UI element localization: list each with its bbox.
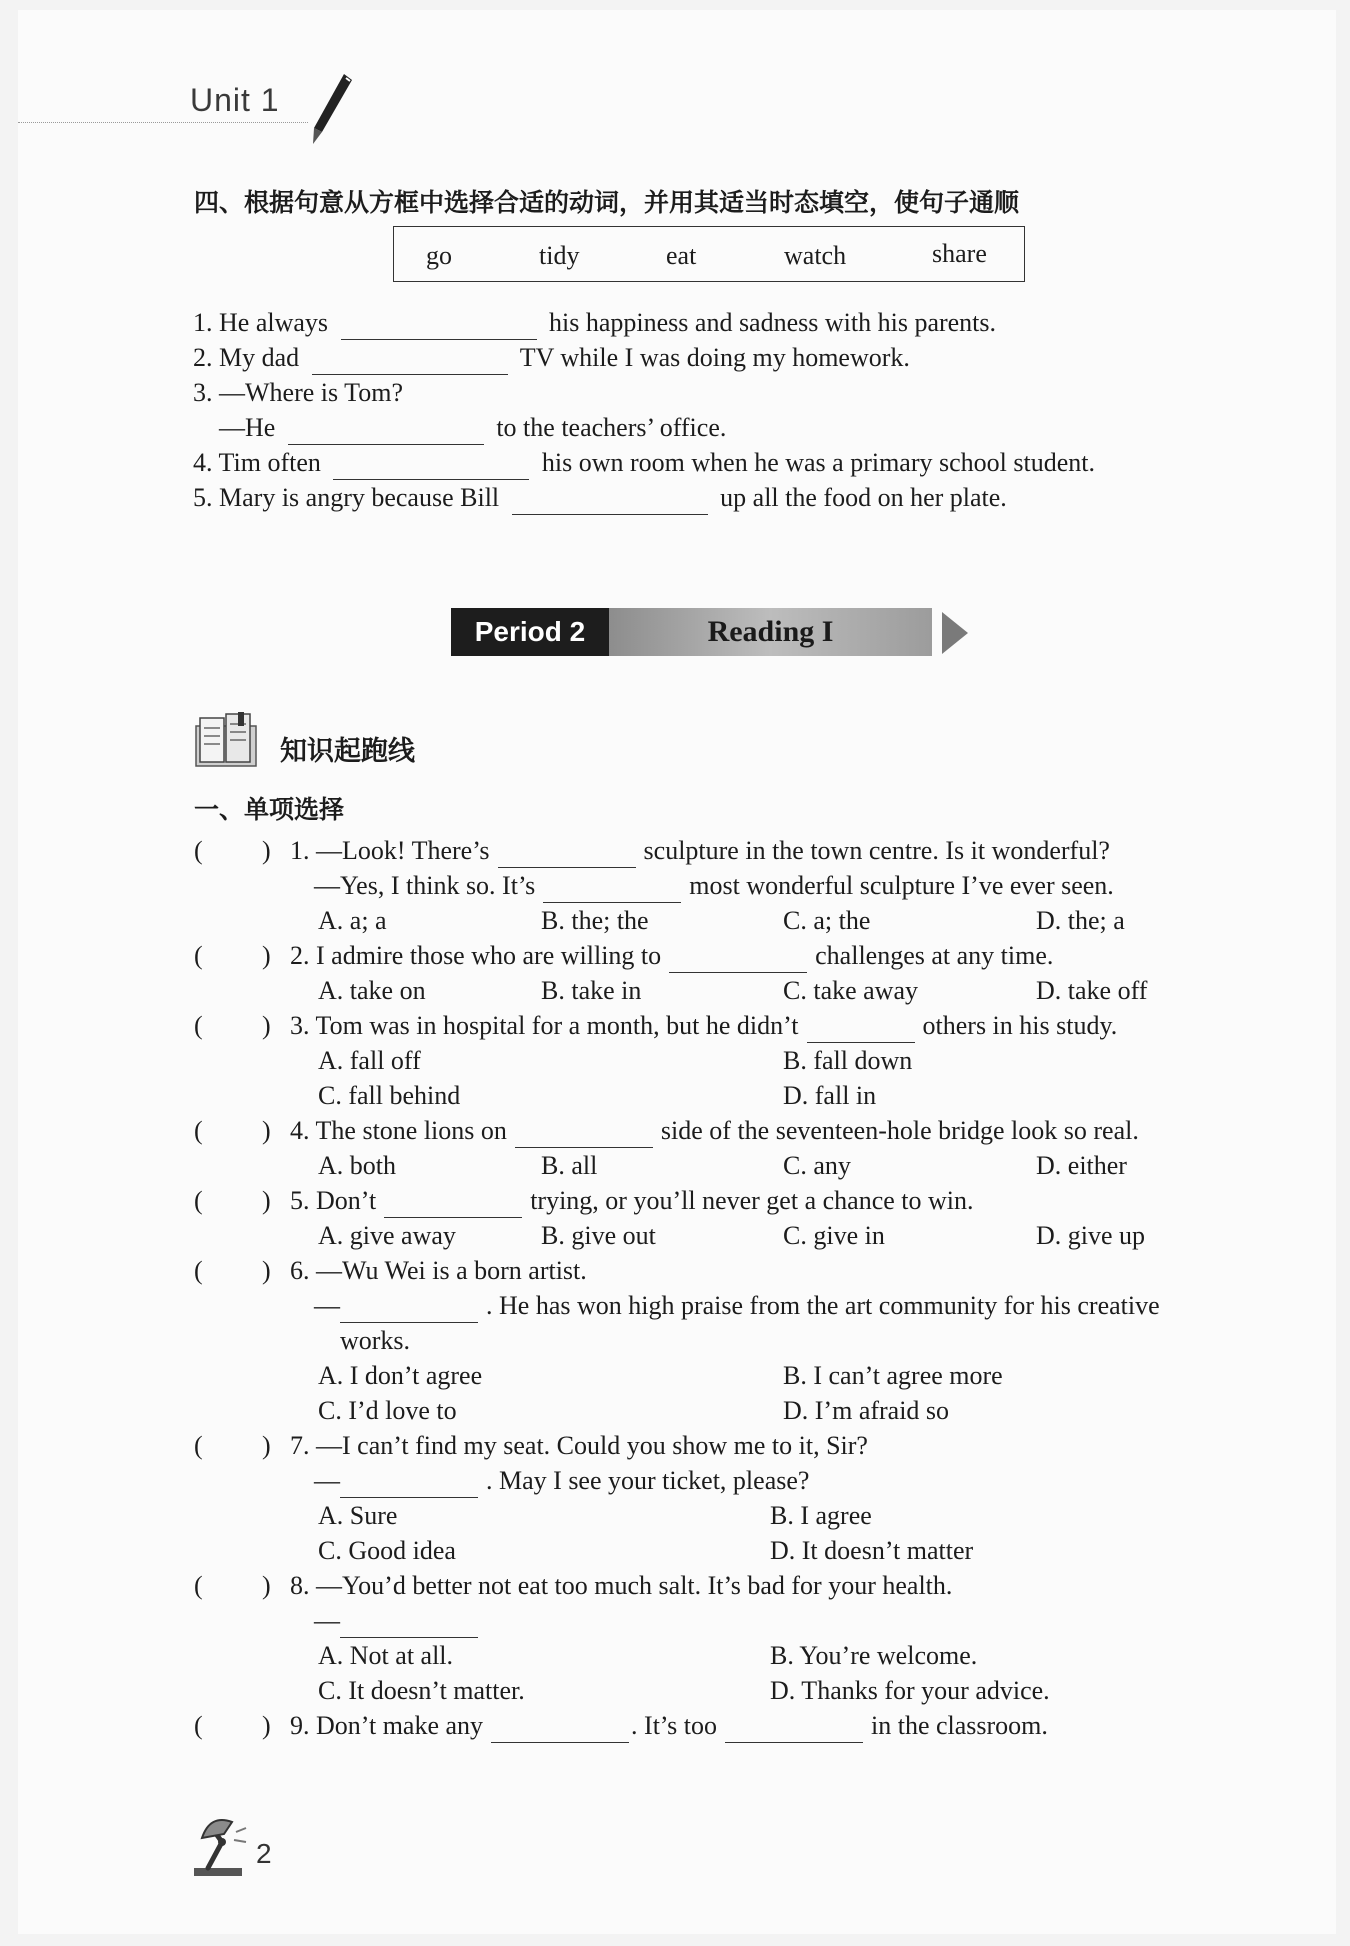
option[interactable]: C. give in: [783, 1221, 885, 1250]
option[interactable]: D. It doesn’t matter: [770, 1536, 974, 1565]
option[interactable]: D. I’m afraid so: [783, 1396, 950, 1425]
option[interactable]: D. Thanks for your advice.: [770, 1676, 1050, 1705]
option[interactable]: C. It doesn’t matter.: [318, 1676, 525, 1705]
option[interactable]: C. any: [783, 1151, 851, 1180]
question-6-reply: — . He has won high praise from the art community for his creative: [314, 1289, 1160, 1323]
answer-blank[interactable]: [512, 486, 708, 515]
paren-open: (: [194, 1256, 203, 1285]
pen-icon: [296, 70, 356, 150]
paren-close: ): [262, 1431, 271, 1460]
answer-blank[interactable]: [498, 839, 636, 868]
period-label: Period 2: [451, 608, 609, 656]
word-box-item: tidy: [539, 241, 580, 270]
paren-open: (: [194, 1571, 203, 1600]
answer-slot[interactable]: [210, 1709, 258, 1739]
answer-blank[interactable]: [340, 1294, 478, 1323]
word-box-item: share: [932, 239, 987, 268]
option[interactable]: B. You’re welcome.: [770, 1641, 978, 1670]
word-box-item: eat: [666, 241, 697, 270]
paren-open: (: [194, 1431, 203, 1460]
fill-item-2: 2. My dad TV while I was doing my homework.: [193, 341, 910, 375]
paren-close: ): [262, 941, 271, 970]
answer-slot[interactable]: [210, 939, 258, 969]
question-7-reply: — . May I see your ticket, please?: [314, 1464, 809, 1498]
paren-open: (: [194, 1011, 203, 1040]
option[interactable]: C. a; the: [783, 906, 871, 935]
question-8-reply: —: [314, 1604, 478, 1638]
answer-blank[interactable]: [340, 1469, 478, 1498]
answer-blank[interactable]: [340, 1609, 478, 1638]
paren-close: ): [262, 1711, 271, 1740]
option[interactable]: A. I don’t agree: [318, 1361, 483, 1390]
option[interactable]: A. give away: [318, 1221, 456, 1250]
answer-blank[interactable]: [807, 1014, 915, 1043]
paren-close: ): [262, 836, 271, 865]
answer-slot[interactable]: [210, 1254, 258, 1284]
paren-open: (: [194, 1186, 203, 1215]
answer-blank[interactable]: [288, 416, 484, 445]
book-icon: [192, 710, 260, 770]
option[interactable]: C. I’d love to: [318, 1396, 457, 1425]
page-number: 2: [256, 1838, 272, 1869]
option[interactable]: C. take away: [783, 976, 919, 1005]
option[interactable]: D. either: [1036, 1151, 1127, 1180]
option[interactable]: B. I can’t agree more: [783, 1361, 1003, 1390]
answer-slot[interactable]: [210, 834, 258, 864]
fill-item-5: 5. Mary is angry because Bill up all the food on her plate.: [193, 481, 1007, 515]
option[interactable]: C. fall behind: [318, 1081, 461, 1110]
option[interactable]: B. fall down: [783, 1046, 913, 1075]
fill-item-4: 4. Tim often his own room when he was a primary school student.: [193, 446, 1095, 480]
paren-close: ): [262, 1116, 271, 1145]
option[interactable]: D. fall in: [783, 1081, 877, 1110]
answer-slot[interactable]: [210, 1429, 258, 1459]
question-6-reply-cont: works.: [340, 1326, 411, 1355]
answer-blank[interactable]: [491, 1714, 629, 1743]
paren-open: (: [194, 1116, 203, 1145]
desk-lamp-icon: [188, 1810, 258, 1880]
option[interactable]: D. give up: [1036, 1221, 1146, 1250]
paren-close: ): [262, 1011, 271, 1040]
paren-open: (: [194, 941, 203, 970]
answer-blank[interactable]: [543, 874, 681, 903]
fill-item-3: 3. —Where is Tom?: [193, 378, 403, 407]
paren-open: (: [194, 1711, 203, 1740]
paren-close: ): [262, 1571, 271, 1600]
option[interactable]: B. the; the: [541, 906, 649, 935]
answer-slot[interactable]: [210, 1569, 258, 1599]
option[interactable]: D. take off: [1036, 976, 1148, 1005]
word-box-item: watch: [784, 241, 847, 270]
period-subtitle: Reading I: [609, 608, 932, 656]
answer-slot[interactable]: [210, 1184, 258, 1214]
paren-open: (: [194, 836, 203, 865]
answer-slot[interactable]: [210, 1114, 258, 1144]
paren-close: ): [262, 1186, 271, 1215]
word-box: [393, 226, 1025, 282]
answer-slot[interactable]: [210, 1009, 258, 1039]
option[interactable]: C. Good idea: [318, 1536, 456, 1565]
worksheet-page: Unit 1 四、根据句意从方框中选择合适的动词，并用其适当时态填空，使句子通顺 go tidy eat watch share 1. He always his happiness and sadness with his parents. 2. My dad TV while I was doing my homework. 3. —Where is Tom? —He to the teachers’ office. 4. Tim often his own room when he was a primary school student. 5. Mary is angry because Bill up all the food on her plate. Period 2 Reading I 知识起跑线 一、单项选择 ( ) 1. —Look! There’s sculpture in the town centre. Is it wonderful? —Yes, I think so. It’s most wonderful sculpture I’ve ever seen. A. a; a B. the; the C. a; the D. the; a ( ) 2. I admire those who are willing to challenges at any time. A. take on B. take in C. take away D. take off ( ) 3. Tom was in hospital for a month, but he didn’t others in his study. A. fall off B. fall down C. fall behind D. fall in ( ) 4. The stone lions on side of the seventeen-hole bridge look so real. A. both B. all C. any D. either ( ) 5. Don’t trying, or you’ll never get a chance to win. A. give away B. give out C. give in D. give up ( ) 6. —Wu Wei is a born artist. — . He has won high praise from the art community for his creative works. A. I don’t agree B. I can’t agree more C. I’d love to D. I’m afraid so ( ) 7. —I can’t find my seat. Could you show me to it, Sir? — . May I see your ticket, please? A. Sure B. I agree C. Good idea D. It doesn’t matter ( ) 8. —You’d better not eat too much salt. It’s bad for your health. — A. Not at all. B. You’re welcome. C. It doesn’t matter. D. Thanks for your advice. ( ) 9. Don’t make any . It’s too in the classroom. 2: [18, 10, 1336, 1934]
knowledge-title: 知识起跑线: [280, 736, 415, 767]
answer-blank[interactable]: [333, 451, 529, 480]
answer-blank[interactable]: [725, 1714, 863, 1743]
option[interactable]: B. I agree: [770, 1501, 872, 1530]
question-1-reply: —Yes, I think so. It’s most wonderful sculpture I’ve ever seen.: [314, 869, 1114, 903]
fill-item-3-reply: —He to the teachers’ office.: [219, 411, 726, 445]
arrow-right-icon: [938, 608, 972, 658]
option[interactable]: A. Sure: [318, 1501, 398, 1530]
answer-blank[interactable]: [384, 1189, 522, 1218]
answer-blank[interactable]: [341, 311, 537, 340]
paren-close: ): [262, 1256, 271, 1285]
answer-blank[interactable]: [312, 346, 508, 375]
option[interactable]: A. Not at all.: [318, 1641, 454, 1670]
header-rule: [18, 122, 308, 123]
section4-title: 四、根据句意从方框中选择合适的动词，并用其适当时态填空，使句子通顺: [194, 188, 1020, 217]
option[interactable]: D. the; a: [1036, 906, 1125, 935]
option[interactable]: B. take in: [541, 976, 642, 1005]
unit-title: Unit 1: [190, 82, 280, 118]
answer-blank[interactable]: [515, 1119, 653, 1148]
option[interactable]: B. give out: [541, 1221, 656, 1250]
option[interactable]: A. both: [318, 1151, 396, 1180]
option[interactable]: B. all: [541, 1151, 598, 1180]
option[interactable]: A. fall off: [318, 1046, 421, 1075]
option[interactable]: A. take on: [318, 976, 426, 1005]
fill-item-1: 1. He always his happiness and sadness with his parents.: [193, 306, 996, 340]
option[interactable]: A. a; a: [318, 906, 387, 935]
section1-title: 一、单项选择: [194, 795, 345, 824]
word-box-item: go: [426, 241, 452, 270]
answer-blank[interactable]: [669, 944, 807, 973]
